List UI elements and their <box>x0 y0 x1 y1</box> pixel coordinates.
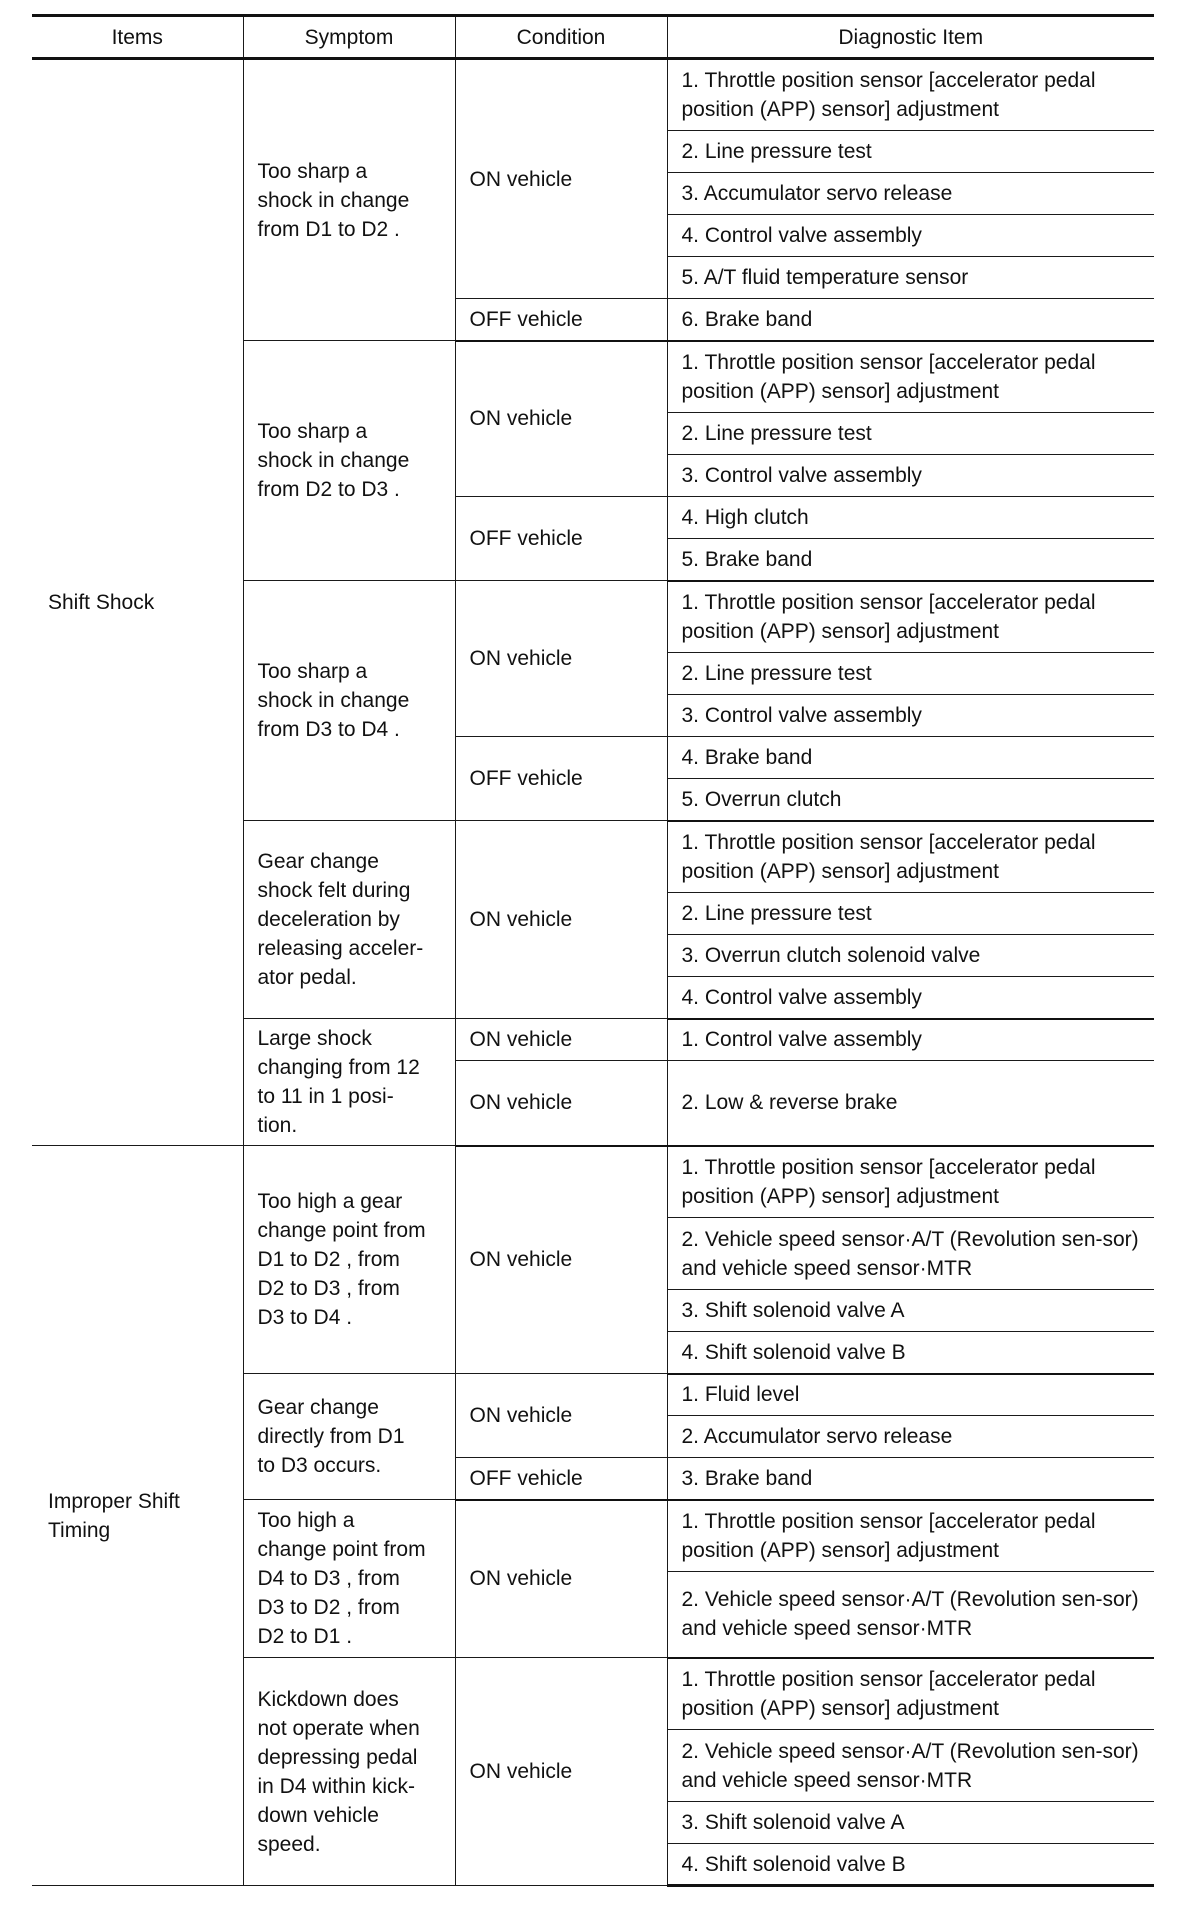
symptom-cell: Too sharp a shock in change from D1 to D2 . <box>243 59 455 341</box>
header-symptom: Symptom <box>243 16 455 59</box>
diagnostic-cell: 1. Fluid level <box>667 1374 1154 1416</box>
diagnostic-cell: 3. Control valve assembly <box>667 695 1154 737</box>
condition-cell: OFF vehicle <box>455 737 667 821</box>
condition-cell: OFF vehicle <box>455 497 667 581</box>
header-items: Items <box>32 16 243 59</box>
header-row <box>32 16 1154 59</box>
diagnostic-cell: 4. Shift solenoid valve B <box>667 1332 1154 1374</box>
diagnostic-cell: 4. Control valve assembly <box>667 977 1154 1019</box>
symptom-cell: Gear change shock felt during deceleration by releasing acceler- ator pedal. <box>243 821 455 1019</box>
condition-cell: ON vehicle <box>455 341 667 497</box>
diagnostic-cell: 2. Low & reverse brake <box>667 1061 1154 1146</box>
diagnostic-cell: 4. Shift solenoid valve B <box>667 1844 1154 1886</box>
diagnostic-cell: 2. Line pressure test <box>667 893 1154 935</box>
condition-cell: ON vehicle <box>455 1658 667 1886</box>
diagnostic-cell: 1. Throttle position sensor [accelerator pedal position (APP) sensor] adjustment <box>667 1500 1154 1572</box>
condition-cell: ON vehicle <box>455 1019 667 1061</box>
diagnostic-cell: 4. High clutch <box>667 497 1154 539</box>
condition-cell: ON vehicle <box>455 1061 667 1146</box>
diagnostic-cell: 3. Shift solenoid valve A <box>667 1802 1154 1844</box>
diagnostic-cell: 4. Control valve assembly <box>667 215 1154 257</box>
condition-cell: ON vehicle <box>455 1500 667 1658</box>
diagnostic-cell: 1. Throttle position sensor [accelerator pedal position (APP) sensor] adjustment <box>667 341 1154 413</box>
diagnostic-cell: 2. Line pressure test <box>667 131 1154 173</box>
diagnostic-cell: 1. Throttle position sensor [accelerator pedal position (APP) sensor] adjustment <box>667 1658 1154 1730</box>
table-row <box>32 59 1154 131</box>
diagnostic-cell: 2. Accumulator servo release <box>667 1416 1154 1458</box>
diagnostic-cell: 1. Throttle position sensor [accelerator pedal position (APP) sensor] adjustment <box>667 821 1154 893</box>
condition-cell: ON vehicle <box>455 1146 667 1374</box>
diagnostic-cell: 3. Brake band <box>667 1458 1154 1500</box>
diagnostic-cell: 1. Control valve assembly <box>667 1019 1154 1061</box>
diagnostic-cell: 1. Throttle position sensor [accelerator pedal position (APP) sensor] adjustment <box>667 1146 1154 1218</box>
condition-cell: OFF vehicle <box>455 299 667 341</box>
condition-cell: ON vehicle <box>455 1374 667 1458</box>
diagnostic-cell: 2. Vehicle speed sensor·A/T (Revolution sen-sor) and vehicle speed sensor·MTR <box>667 1572 1154 1658</box>
diagnostic-cell: 2. Vehicle speed sensor·A/T (Revolution sen-sor) and vehicle speed sensor·MTR <box>667 1218 1154 1290</box>
condition-cell: OFF vehicle <box>455 1458 667 1500</box>
diagnostic-cell: 5. Brake band <box>667 539 1154 581</box>
symptom-cell: Gear change directly from D1 to D3 occurs. <box>243 1374 455 1500</box>
diagnostic-cell: 4. Brake band <box>667 737 1154 779</box>
diagnostic-cell: 3. Overrun clutch solenoid valve <box>667 935 1154 977</box>
symptom-cell: Too high a gear change point from D1 to D2 , from D2 to D3 , from D3 to D4 . <box>243 1146 455 1374</box>
symptom-cell: Large shock changing from 12 to 11 in 1 posi- tion. <box>243 1019 455 1146</box>
symptom-cell: Too sharp a shock in change from D3 to D4 . <box>243 581 455 821</box>
symptom-cell: Kickdown does not operate when depressing pedal in D4 within kick- down vehicle speed. <box>243 1658 455 1886</box>
diagnostic-cell: 5. Overrun clutch <box>667 779 1154 821</box>
diagnostic-cell: 3. Control valve assembly <box>667 455 1154 497</box>
diagnostic-cell: 2. Line pressure test <box>667 653 1154 695</box>
table-row <box>32 1146 1154 1218</box>
diagnostic-table <box>32 14 1154 1887</box>
diagnostic-cell: 1. Throttle position sensor [accelerator pedal position (APP) sensor] adjustment <box>667 581 1154 653</box>
diagnostic-cell: 1. Throttle position sensor [accelerator pedal position (APP) sensor] adjustment <box>667 59 1154 131</box>
symptom-cell: Too sharp a shock in change from D2 to D3 . <box>243 341 455 581</box>
diagnostic-cell: 5. A/T fluid temperature sensor <box>667 257 1154 299</box>
diagnostic-cell: 6. Brake band <box>667 299 1154 341</box>
diagnostic-cell: 2. Line pressure test <box>667 413 1154 455</box>
condition-cell: ON vehicle <box>455 821 667 1019</box>
condition-cell: ON vehicle <box>455 581 667 737</box>
diagnostic-cell: 3. Accumulator servo release <box>667 173 1154 215</box>
symptom-cell: Too high a change point from D4 to D3 , from D3 to D2 , from D2 to D1 . <box>243 1500 455 1658</box>
item-shift-shock: Shift Shock <box>32 59 243 1146</box>
diagnostic-cell: 3. Shift solenoid valve A <box>667 1290 1154 1332</box>
item-improper-shift-timing: Improper Shift Timing <box>32 1146 243 1886</box>
diagnostic-cell: 2. Vehicle speed sensor·A/T (Revolution sen-sor) and vehicle speed sensor·MTR <box>667 1730 1154 1802</box>
header-condition: Condition <box>455 16 667 59</box>
condition-cell: ON vehicle <box>455 59 667 299</box>
header-diagnostic-item: Diagnostic Item <box>667 16 1154 59</box>
